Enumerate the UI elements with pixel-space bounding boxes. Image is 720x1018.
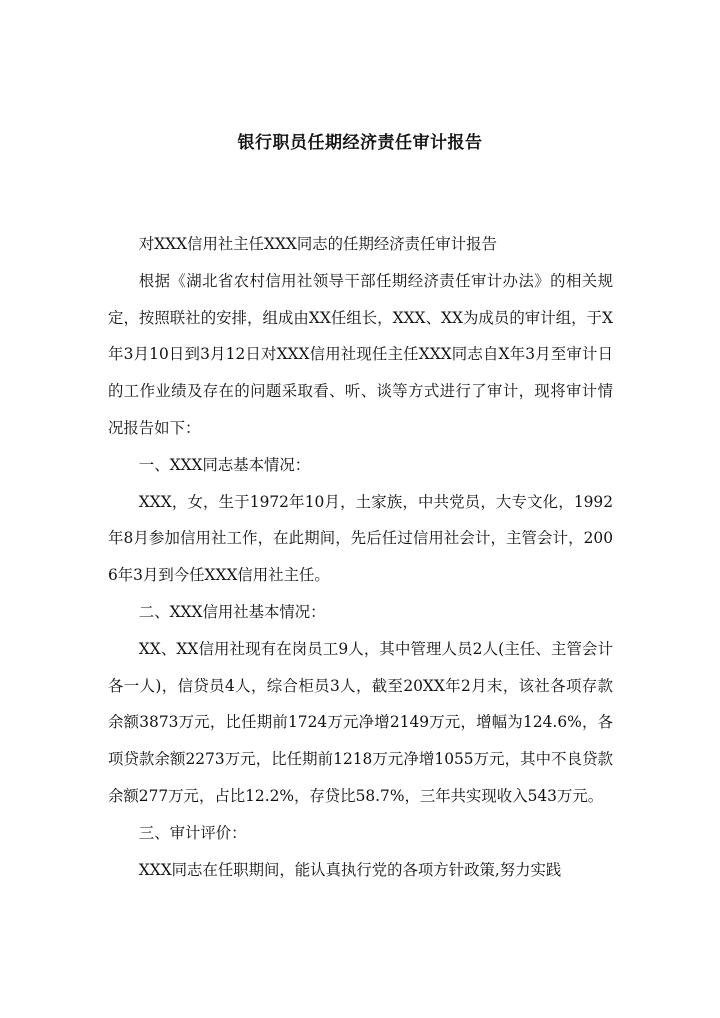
paragraph-personal-info: XXX，女，生于1972年10月，土家族，中共党员，大专文化，1992年8月参加信用社工作，在此期间，先后任过信用社会计，主管会计，2006年3月到今任XXX信用社主任。 — [108, 492, 613, 585]
section-heading-3: 三、审计评价： — [138, 823, 247, 842]
section-heading-2: 二、XXX信用社基本情况： — [138, 602, 326, 621]
paragraph-evaluation: XXX同志在任职期间，能认真执行党的各项方针政策,努力实践 — [138, 860, 562, 879]
paragraph-credit-union-info: XX、XX信用社现有在岗员工9人，其中管理人员2人(主任、主管会计各一人)，信贷员4人，综合柜员3人，截至20XX年2月末，该社各项存款余额3873万元，比任期前1724万元净增2149万元，增幅为124.6%，各项贷款余额2273万元，比任期前1218万元净增1055万元，其中不良贷款余额277万元，占比12.2%，存贷比58.7%，三年共实现收入543万元。 — [108, 639, 613, 805]
paragraph-heading-line: 对XXX信用社主任XXX同志的任期经济责任审计报告 — [138, 235, 497, 253]
document-title: 银行职员任期经济责任审计报告 — [237, 133, 483, 153]
paragraph-intro: 根据《湖北省农村信用社领导干部任期经济责任审计办法》的相关规定，按照联社的安排，组成由XX任组长，XXX、XX为成员的审计组，于X年3月10日到3月12日对XXX信用社现任主任XXX同志自X年3月至审计日的工作业绩及存在的问题采取看、听、谈等方式进行了审计，现将审计情况报告如下： — [108, 271, 613, 437]
section-heading-1: 一、XXX同志基本情况： — [138, 455, 311, 474]
document-body — [108, 226, 613, 888]
